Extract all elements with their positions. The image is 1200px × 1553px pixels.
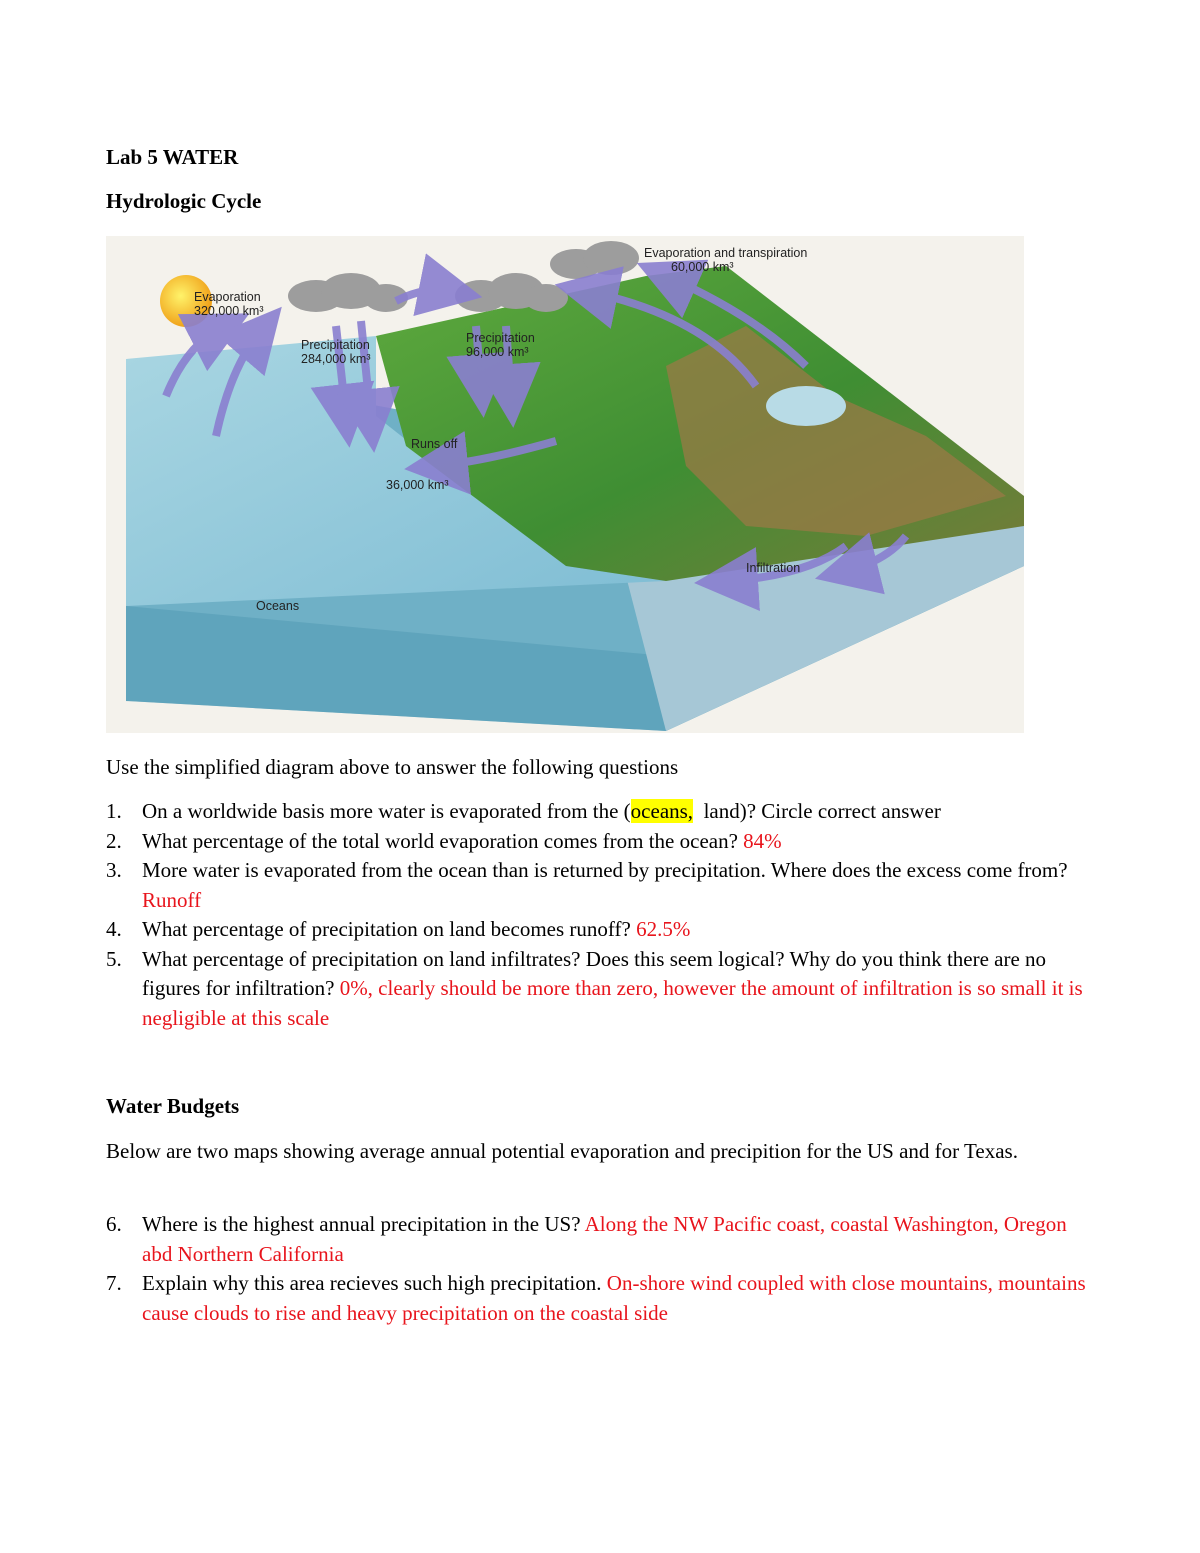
precip-ocean-label: Precipitation — [301, 338, 370, 352]
oceans-label: Oceans — [256, 599, 300, 613]
section-heading-hydrologic-cycle: Hydrologic Cycle — [106, 189, 262, 213]
question-item: 5. What percentage of precipitation on land infiltrates? Does this seem logical? Why do you think there are no figures for infiltration? 0%, clearly should be more than zero, however the amount of infiltration is so small it is negligible at this scale — [106, 946, 1083, 1030]
hydrologic-cycle-diagram — [106, 236, 1024, 733]
question-item: 3. More water is evaporated from the ocean than is returned by precipitation. Where does the excess come from? Runoff — [106, 858, 1068, 912]
answer-text: Runoff — [142, 887, 202, 912]
evaporation-ocean-value: 320,000 km³ — [194, 304, 264, 318]
question-list-2 — [106, 1210, 1086, 1328]
intro-text: Use the simplified diagram above to answer the following questions — [106, 755, 679, 779]
answer-text: 62.5% — [636, 917, 691, 941]
question-item: 4. What percentage of precipitation on land becomes runoff? 62.5% — [106, 917, 691, 941]
intro2-text: Below are two maps showing average annual potential evaporation and precipition for the US and for Texas. — [106, 1139, 1018, 1163]
question-item: 2. What percentage of the total world evaporation comes from the ocean? 84% — [106, 828, 782, 853]
infiltration-label: Infiltration — [746, 561, 801, 575]
runoff-label: Runs off — [411, 437, 458, 451]
precip-land-label: Precipitation — [466, 331, 535, 345]
evaporation-ocean-label: Evaporation — [194, 290, 261, 304]
question-item: 6. Where is the highest annual precipitation in the US? Along the NW Pacific coast, coastal Washington, Oregon abd Northern California — [106, 1212, 1067, 1266]
answer-text: On-shore wind coupled with close mountains, mountains cause clouds to rise and heavy precipitation on the coastal side — [142, 1271, 1086, 1325]
section-heading-water-budgets: Water Budgets — [106, 1094, 240, 1118]
precip-land-value: 96,000 km³ — [466, 345, 529, 359]
evapotrans-label: Evaporation and transpiration — [644, 246, 808, 260]
precip-ocean-value: 284,000 km³ — [301, 352, 371, 366]
answer-text: Along the NW Pacific coast, coastal Washington, Oregon abd Northern California — [142, 1212, 1067, 1266]
highlighted-answer: oceans, — [630, 799, 694, 823]
question-item: 7. Explain why this area recieves such high precipitation. On-shore wind coupled with close mountains, mountains cause clouds to rise and heavy precipitation on the coastal side — [106, 1271, 1086, 1325]
evapotrans-value: 60,000 km³ — [671, 260, 734, 274]
answer-text: 0%, clearly should be more than zero, however the amount of infiltration is so small it is negligible at this scale — [142, 976, 1083, 1030]
runoff-value: 36,000 km³ — [386, 478, 449, 492]
question-list — [106, 797, 1086, 1033]
answer-text: 84% — [743, 828, 782, 853]
question-item: 1. On a worldwide basis more water is evaporated from the (oceans, land)? Circle correct answer — [106, 799, 941, 823]
document-title: Lab 5 WATER — [106, 145, 239, 169]
